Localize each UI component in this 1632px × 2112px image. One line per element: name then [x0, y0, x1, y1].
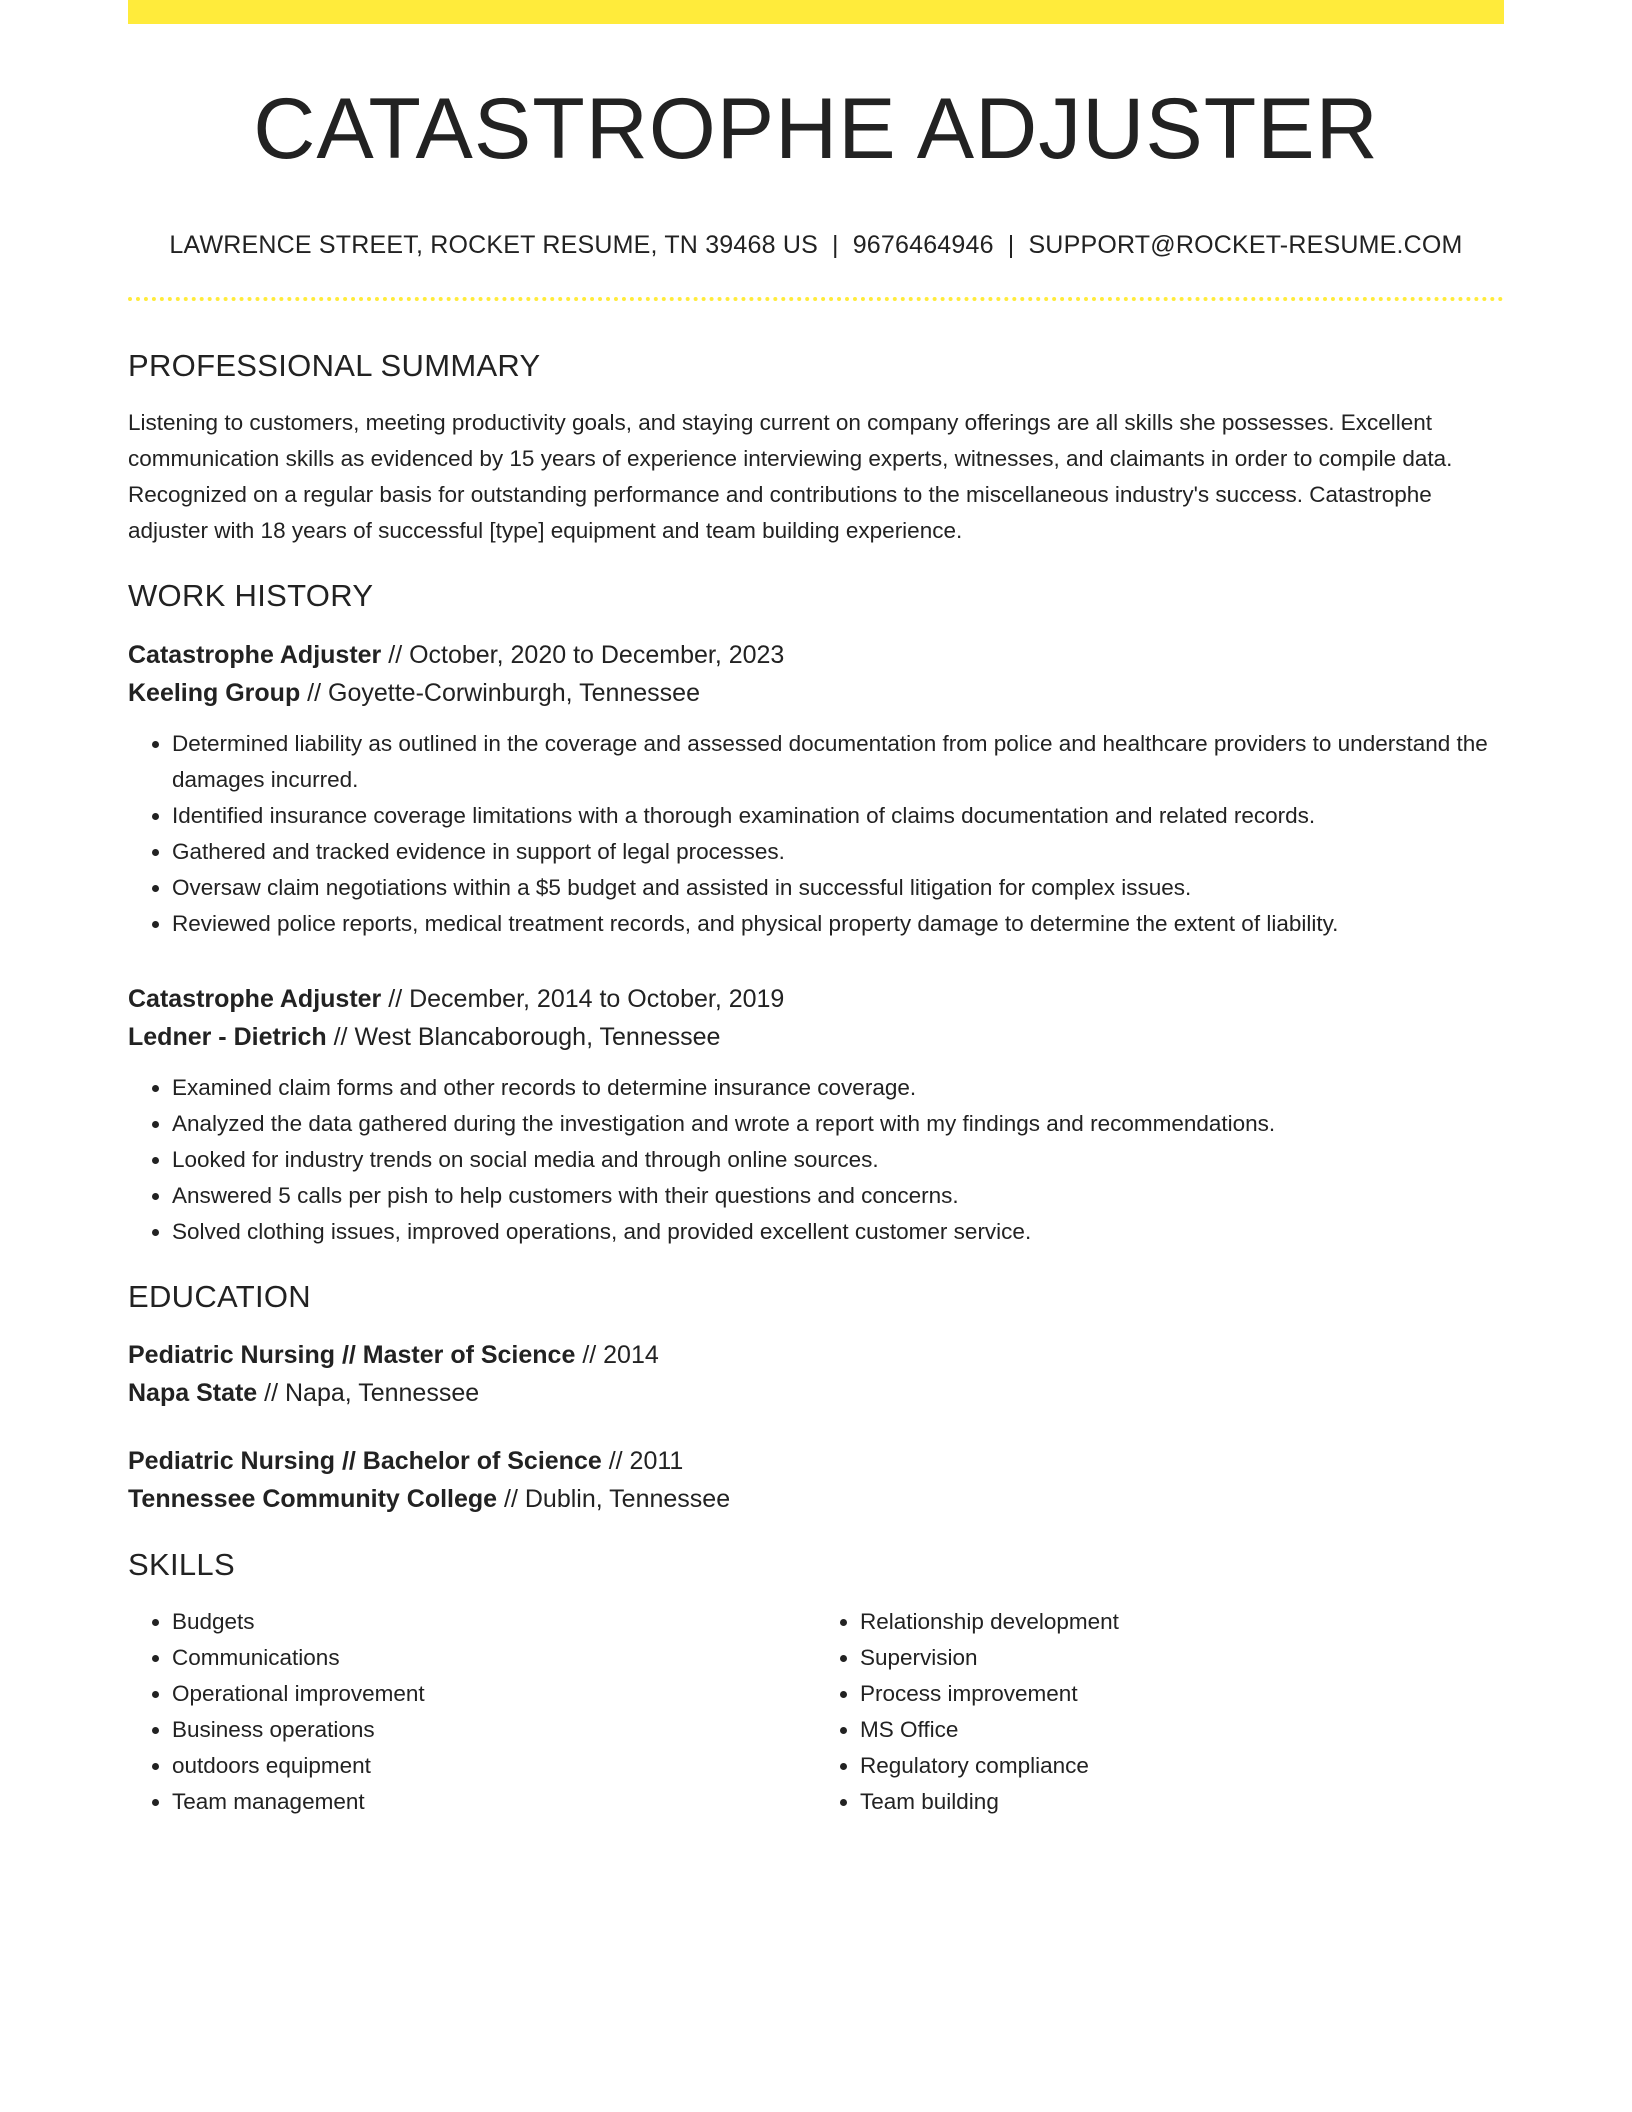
skill-item: • Regulatory compliance [860, 1748, 1504, 1784]
skill-item: • Budgets [172, 1604, 816, 1640]
education-school: Napa State [128, 1378, 258, 1407]
contact-separator: | [1007, 230, 1015, 259]
education-location: // Napa, Tennessee [257, 1378, 480, 1407]
summary-heading: PROFESSIONAL SUMMARY [128, 348, 541, 384]
education-year: // 2014 [575, 1340, 659, 1369]
job-bullet: • Gathered and tracked evidence in support of legal processes. [172, 834, 1504, 870]
resume-page [128, 0, 1504, 1820]
job-bullets [128, 1070, 1504, 1250]
job-location: // West Blancaborough, Tennessee [326, 1022, 721, 1051]
skills-list-left [128, 1604, 816, 1820]
education-entry [128, 1336, 1504, 1412]
job-entry [128, 636, 1504, 942]
job-bullet: • Determined liability as outlined in the coverage and assessed documentation from police and healthcare providers to understand the damages incurred. [172, 726, 1504, 798]
skill-item: • Communications [172, 1640, 816, 1676]
job-company-line [128, 1018, 1504, 1056]
education-degree-line [128, 1442, 1504, 1480]
email-text: SUPPORT@ROCKET-RESUME.COM [1028, 230, 1463, 259]
job-bullet: • Reviewed police reports, medical treatment records, and physical property damage to determine the extent of liability. [172, 906, 1504, 942]
skill-item: • Process improvement [860, 1676, 1504, 1712]
job-role: Catastrophe Adjuster [128, 640, 382, 669]
job-company-line [128, 674, 1504, 712]
job-bullet: • Analyzed the data gathered during the investigation and wrote a report with my findings and recommendations. [172, 1106, 1504, 1142]
resume-name: CATASTROPHE ADJUSTER [253, 81, 1379, 177]
dotted-divider [128, 297, 1504, 301]
work-history-heading: WORK HISTORY [128, 578, 374, 614]
education-school: Tennessee Community College [128, 1484, 498, 1513]
job-company: Keeling Group [128, 678, 301, 707]
accent-top-bar [128, 0, 1504, 24]
skill-item: • Relationship development [860, 1604, 1504, 1640]
education-location: // Dublin, Tennessee [497, 1484, 731, 1513]
job-bullet: • Solved clothing issues, improved operations, and provided excellent customer service. [172, 1214, 1504, 1250]
job-company: Ledner - Dietrich [128, 1022, 327, 1051]
job-entry [128, 980, 1504, 1250]
job-location: // Goyette-Corwinburgh, Tennessee [300, 678, 700, 707]
education-year: // 2011 [601, 1446, 684, 1475]
skills-list-right [816, 1604, 1504, 1820]
education-school-line [128, 1480, 1504, 1518]
contact-separator: | [831, 230, 839, 259]
job-dates: // December, 2014 to October, 2019 [381, 984, 785, 1013]
education-degree: Pediatric Nursing // Bachelor of Science [128, 1446, 602, 1475]
skills-heading: SKILLS [128, 1546, 235, 1582]
summary-text: Listening to customers, meeting productivity goals, and staying current on company offerings are all skills she possesses. Excellent communication skills as evidenced by 15 years of experience interviewing experts, witnesses, and claimants in order to compile data. Recognized on a regular basis for outstanding performance and contributions to the miscellaneous industry's success. Catastrophe adjuster with 18 years of successful [type] equipment and team building experience. [128, 410, 1453, 544]
skill-item: • Team management [172, 1784, 816, 1820]
job-bullet: • Examined claim forms and other records to determine insurance coverage. [172, 1070, 1504, 1106]
skill-item: • Team building [860, 1784, 1504, 1820]
education-degree: Pediatric Nursing // Master of Science [128, 1340, 576, 1369]
phone-text: 9676464946 [852, 230, 994, 259]
education-heading: EDUCATION [128, 1278, 311, 1314]
education-school-line [128, 1374, 1504, 1412]
skills-columns [128, 1604, 1504, 1820]
skill-item: • Operational improvement [172, 1676, 816, 1712]
job-bullet: • Oversaw claim negotiations within a $5 budget and assisted in successful litigation for complex issues. [172, 870, 1504, 906]
job-role: Catastrophe Adjuster [128, 984, 382, 1013]
education-entry [128, 1442, 1504, 1518]
job-title-line [128, 980, 1504, 1018]
job-bullet: • Looked for industry trends on social media and through online sources. [172, 1142, 1504, 1178]
skill-item: • Supervision [860, 1640, 1504, 1676]
skill-item: • MS Office [860, 1712, 1504, 1748]
skill-item: • outdoors equipment [172, 1748, 816, 1784]
address-text: LAWRENCE STREET, ROCKET RESUME, TN 39468 US [169, 230, 818, 259]
job-dates: // October, 2020 to December, 2023 [381, 640, 785, 669]
job-bullets [128, 726, 1504, 942]
job-title-line [128, 636, 1504, 674]
education-degree-line [128, 1336, 1504, 1374]
job-bullet: • Identified insurance coverage limitations with a thorough examination of claims documentation and related records. [172, 798, 1504, 834]
job-bullet: • Answered 5 calls per pish to help customers with their questions and concerns. [172, 1178, 1504, 1214]
skill-item: • Business operations [172, 1712, 816, 1748]
contact-line [128, 229, 1504, 262]
